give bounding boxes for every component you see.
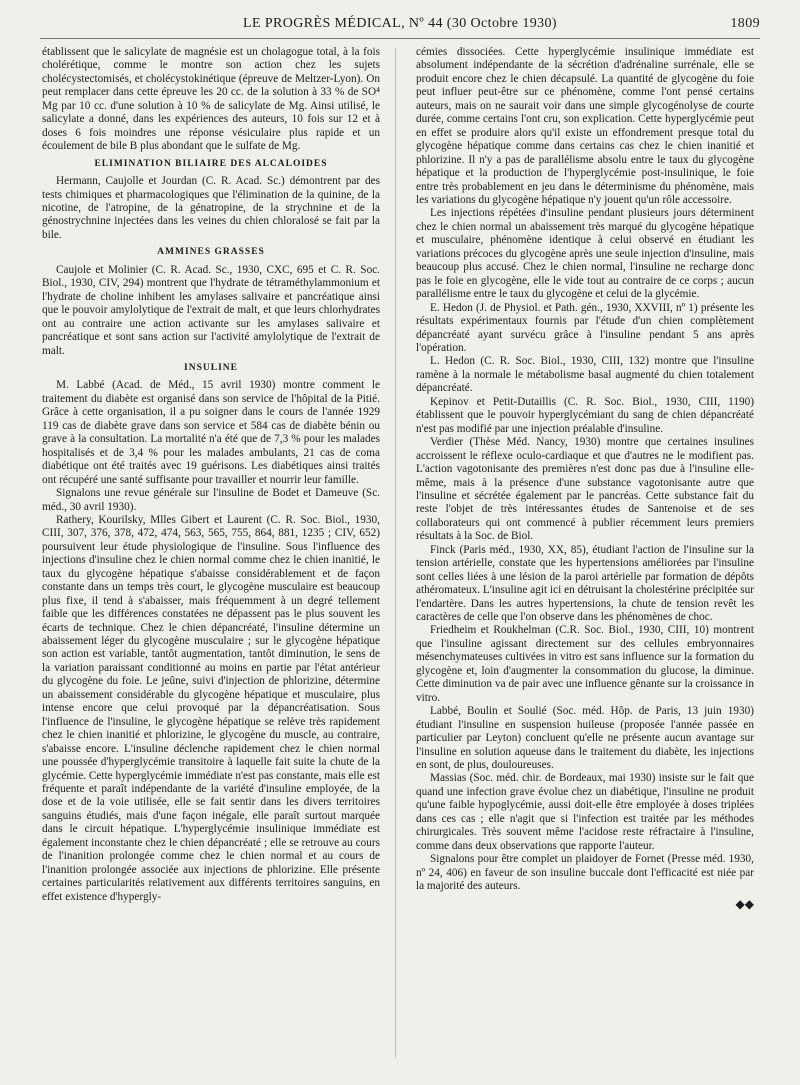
- section-heading: AMMINES GRASSES: [157, 247, 265, 258]
- section-heading: ELIMINATION BILIAIRE DES ALCALOIDES: [94, 158, 328, 169]
- paragraph: Labbé, Boulin et Soulié (Soc. méd. Hôp. de Paris, 13 juin 1930) étudiant l'insuline en suspension huileuse (proposée l'année passée en particulier par Leyton) concluent qu'elle ne présente aucun avantage sur l'insuline en solution aqueuse dans le traitement du diabète, les injections en sont, de plus, douloureuses.: [416, 705, 754, 772]
- paragraph: établissent que le salicylate de magnésie est un cholagogue total, à la fois cholérétique, comme le montre son action chez les sujets cholécystectomisés, et cholécystokinétique (épreuve de Meltzer-Lyon). On peut remplacer dans cette épreuve les 20 cc. de la solution à 33 % de SO⁴ Mg par 10 cc. d'une solution à 10 % de salicylate de Mg. Ainsi utilisé, le salicylate a donné, dans les expériences des auteurs, 10 fois sur 12 et à doses 6 fois moindres une réponse vésiculaire plus rapide et un écoulement de bile B plus abondant que le sulfate de Mg.: [42, 46, 380, 153]
- paragraph: Finck (Paris méd., 1930, XX, 85), étudiant l'action de l'insuline sur la tension artérielle, constate que les hypertensions améliorées par l'insuline sont celles liées à une lésion de la paroi artérielle par formation de dépôts athéromateux. L'insuline agit ici en détruisant la cholestérine précipitée sur l'endartère. Dans les autres hypertensions, la chute de tension revêt les caractères de celle que l'on observe dans les phénomènes de choc.: [416, 543, 754, 624]
- paragraph: Verdier (Thèse Méd. Nancy, 1930) montre que certaines insulines accroissent le réflexe oculo-cardiaque et que d'autres ne le modifient pas. L'action vagotonisante des premières n'est donc pas due à l'insuline elle-même, mais à la présence d'une substance vagotonisante autre que l'insuline et sécrétée également par le pancréas. Cette substance fait du reste l'objet de très intéressantes études de Santenoise et de ses collaborateurs qui ont commencé à publier récemment leurs premiers résultats à la Soc. de Biol.: [416, 436, 754, 543]
- paragraph: Caujole et Molinier (C. R. Acad. Sc., 1930, CXC, 695 et C. R. Soc. Biol., 1930, CIV, 294) montrent que l'hydrate de tétraméthylammonium et l'hydrate de choline inhibent les amylases salivaire et pancréatique ainsi que le pouvoir amylolytique de l'extrait de malt, et que leurs chlorhydrates ont au contraire une action activante sur les amylases salivaire et pancréatique et sont sans action sur l'activité amylolytique de l'extrait de malt.: [42, 263, 380, 357]
- column-divider: [395, 48, 396, 1058]
- paragraph: Les injections répétées d'insuline pendant plusieurs jours déterminent chez le chien normal un abaissement très marqué du glycogène hépatique et musculaire, phénomène identique à celui observé en étudiant les variations précoces du glycogène après une seule injection d'insuline, mais beaucoup plus accusé. Chez le chien normal, l'insuline ne recharge donc pas le foie en glycogène, elle le vide tout au contraire de ce corps ; aucun parallélisme entre le taux du glycogène et celui de la glycémie.: [416, 207, 754, 301]
- paragraph: L. Hedon (C. R. Soc. Biol., 1930, CIII, 132) montre que l'insuline ramène à la normale le métabolisme basal augmenté du chien totalement dépancréaté.: [416, 355, 754, 395]
- running-title: LE PROGRÈS MÉDICAL, Nº 44 (30 Octobre 1930): [243, 16, 557, 31]
- paragraph: Friedheim et Roukhelman (C.R. Soc. Biol., 1930, CIII, 10) montrent que l'insuline agissant directement sur des cellules embryonnaires mésenchymateuses cultivées in vitro est sans influence sur la formation du glycogène et, loin d'augmenter la consommation du glucose, la diminue. Cette diminution va de pair avec une influence gênante sur la croissance in vitro.: [416, 624, 754, 704]
- left-column: [42, 46, 380, 904]
- paragraph: E. Hedon (J. de Physiol. et Path. gén., 1930, XXVIII, nº 1) présente les résultats expérimentaux fournis par l'étude d'un chien complètement dépancréaté ayant survécu grâce à l'insuline pendant 5 ans après l'opération.: [416, 301, 754, 354]
- paragraph: Kepinov et Petit-Dutaillis (C. R. Soc. Biol., 1930, CIII, 1190) établissent que le pouvoir hyperglycémiant du sang de chien dépancréaté n'est pas modifié par une injection préalable d'insuline.: [416, 395, 754, 435]
- paragraph: Hermann, Caujolle et Jourdan (C. R. Acad. Sc.) démontrent par des tests chimiques et pharmacologiques que l'élimination de la quinine, de la nicotine, de l'atropine, de la génatropine, de la strychnine et de la génostrychnine injectées dans les veines du chien chloralosé se fait par la bile.: [42, 175, 380, 241]
- paragraph: Signalons une revue générale sur l'insuline de Bodet et Dameuve (Sc. méd., 30 avril 1930).: [42, 487, 380, 513]
- right-column: [416, 46, 754, 911]
- paragraph: Rathery, Kourilsky, Mlles Gibert et Laurent (C. R. Soc. Biol., 1930, CIII, 307, 376, 378, 472, 474, 563, 565, 755, 864, 881, 1235 ; CIV, 652) poursuivent leur étude physiologique de l'insuline. Sous l'influence des injections d'insuline chez le chien normal comme chez le chien inanitié, le taux du glycogène hépatique s'abaisse considérablement et de façon constante dans un temps très court, le glycogène musculaire est beaucoup plus fixe, il tend à s'abaisser, mais fréquemment à un degré tellement faible que les différences constatées ne dépassent pas le plus souvent les écarts de technique. Chez le chien dépancréaté, l'insuline détermine un abaissement léger du glycogène musculaire ; sur le glycogène hépatique son action est variable, tantôt augmentation, tantôt diminution, le sens de la variation paraissant conditionné au moins en partie par l'état antérieur du glycogène du foie. Le jeûne, suivi d'injection de phlorizine, détermine un abaissement considérable du glycogène hépatique et musculaire, plus intense encore que celui provoqué par la dépancréatisation. Sous l'influence de l'insuline, le glycogène hépatique se relève très rapidement chez le chien inanitié et phlorizine, le glycogène du muscle, au contraire, s'abaisse encore. L'insuline déclenche rapidement chez le chien normal une poussée d'hyperglycémie transitoire à laquelle fait suite la chute de la glycémie. Cette hyperglycémie immédiate n'est pas constante, mais elle est fréquente et paraît indépendante de la variété d'insuline employée, de la dose et de la voie utilisée, elle se fait sentir dans les divers territoires sanguins étudiés, mais d'une façon inégale, elle paraît surtout marquée dans le circuit hépatique. L'hyperglycémie insulinique immédiate est également inconstante chez le chien dépancréaté ; elle se retrouve au cours de l'inanition prolongée comme chez le chien normal et au cours de l'inanition prolongée associée aux injections de phlorizine. Elle présente certaines particularités relativement aux différents territoires sanguins, en effet existence d'hypergly-: [42, 513, 380, 903]
- end-ornament: ◆◆: [735, 896, 754, 911]
- paragraph: M. Labbé (Acad. de Méd., 15 avril 1930) montre comment le traitement du diabète est organisé dans son service de l'hôpital de la Pitié. Grâce à cette organisation, il a pu soigner dans le cours de l'année 1929 119 cas de diabète grave dans son service et 584 cas de diabète bénin ou grave à la consultation. La mortalité n'a été que de 7,3 % pour les malades hospitalisés et de 3,4 % pour les malades ambulants, 21 cas de coma diabétique ont été traités avec 19 guérisons. Les diabétiques ainsi traités ont récupéré une santé suffisante pour travailler et nourrir leur famille.: [42, 379, 380, 486]
- running-header: [40, 16, 760, 39]
- paragraph: Signalons pour être complet un plaidoyer de Fornet (Presse méd. 1930, nº 24, 406) en faveur de son insuline buccale dont l'efficacité est niée par la majorité des auteurs.: [416, 853, 754, 893]
- paragraph: cémies dissociées. Cette hyperglycémie insulinique immédiate est absolument indépendante de la sécrétion d'adrénaline surrénale, elle se produit encore chez le chien décapsulé. La quantité de glycogène du foie peut influer peut-être sur ce phénomène, comme l'ont pensé certains auteurs, mais on ne saurait voir dans une simple glycogénolyse de courte durée, comme certains l'ont cru, son explication. Cette hyperglycémie peut en effet se produire alors qu'il existe un effondrement presque total du glycogène hépatique comme dans certains cas chez le chien inanitié et phlorizine. Il n'y a pas de parallélisme absolu entre le taux du glycogène hépatique et la production de l'hyperglycémie post-insulinique, le foie entre très probablement en jeu dans le déterminisme du phénomène, mais les variations du glycogène hépatique n'y jouent qu'un rôle accessoire.: [416, 46, 754, 206]
- section-heading: INSULINE: [184, 362, 238, 373]
- paragraph: Massias (Soc. méd. chir. de Bordeaux, mai 1930) insiste sur le fait que quand une infection grave évolue chez un diabétique, l'insuline ne produit qu'une faible hypoglycémie, aussi doit-elle être employée à doses triplées dans ces cas ; elle n'agit que si l'infection est traitée par les méthodes chirurgicales. Très souvent même l'acidose reste réfractaire à l'insuline, comme dans deux observations que rapporte l'auteur.: [416, 772, 754, 852]
- page-number: 1809: [730, 16, 760, 31]
